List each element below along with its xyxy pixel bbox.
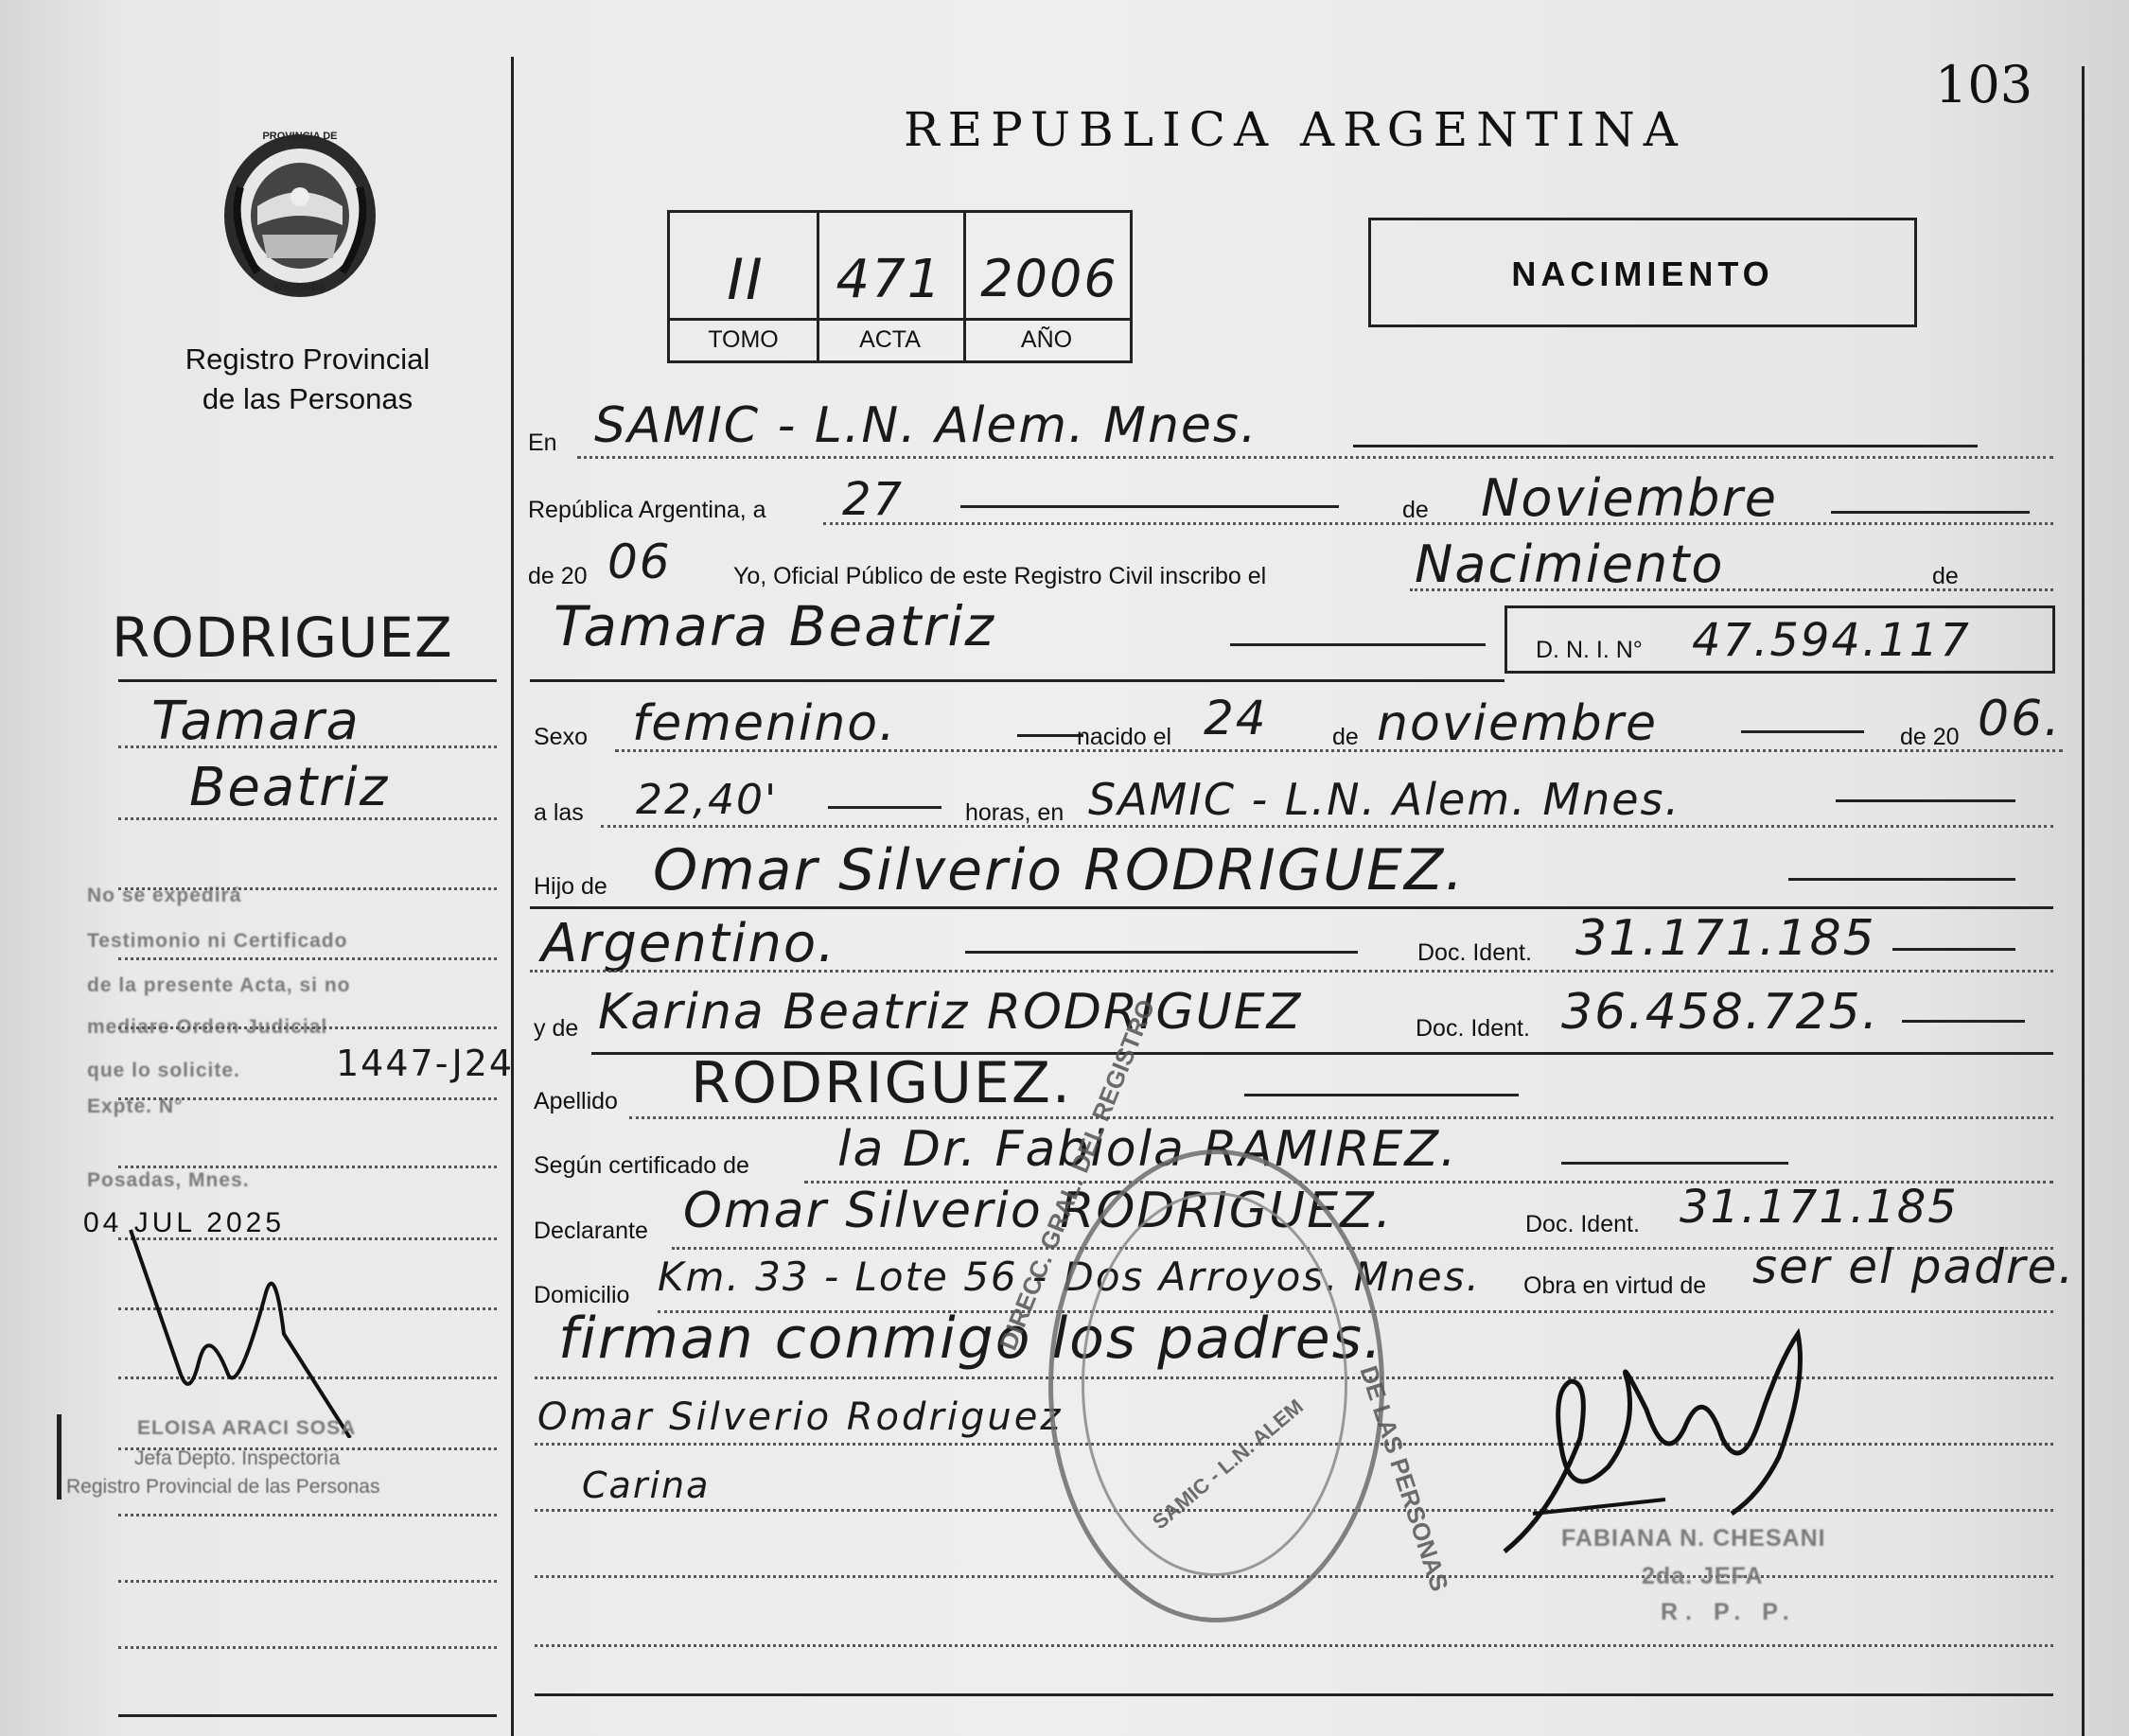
officer-org: R. P. P. [1661,1599,1797,1625]
republica-label: República Argentina, a [528,497,766,523]
margin-note-ref: 1447-J24 [336,1043,515,1084]
form-line [535,1693,2053,1696]
margin-rule [118,1514,497,1517]
margin-name1: Tamara [151,691,361,752]
act-type: NACIMIENTO [1511,254,1774,293]
tomo-label: TOMO [708,326,779,353]
form-line [1741,730,1864,733]
margin-rule [118,817,497,820]
father-signature: Omar Silverio Rodriguez [537,1395,1064,1439]
seal-text-bottom: SAMIC - L.N. ALEM [1147,1394,1308,1534]
form-line [615,749,2063,752]
form-line [1831,511,2030,514]
anio-label: AÑO [1020,326,1073,353]
registry-name-line1: Registro Provincial [185,342,431,376]
apellido-label: Apellido [534,1088,618,1114]
de20-label: de 20 [528,563,588,589]
birth-month: noviembre [1377,695,1659,752]
margin-name2: Beatriz [189,757,390,818]
de-label: de [1402,497,1429,523]
form-line [530,906,2053,909]
margin-official-name: ELOISA ARACI SOSA [137,1417,357,1439]
margin-rule [118,1097,497,1100]
mother-signature: Carina [582,1464,711,1506]
tomo-value: II [727,247,765,313]
margin-rule [118,957,497,960]
margin-rule [118,745,497,748]
officer-name: FABIANA N. CHESANI [1561,1525,1826,1552]
segun-label: Según certificado de [534,1152,749,1179]
yo-label: Yo, Oficial Público de este Registro Civil inscribo el [733,563,1267,589]
official-seal-icon [1048,1149,1384,1622]
form-line [530,679,1504,682]
month-value: Noviembre [1481,468,1778,528]
form-line [1902,1020,2025,1023]
mother-name: Karina Beatriz RODRIGUEZ [598,984,1303,1041]
en-label: En [528,430,557,456]
form-line [965,951,1358,954]
margin-rule [118,1646,497,1649]
margin-place-stamp: Posadas, Mnes. [87,1169,250,1191]
a-las-label: a las [534,799,584,826]
left-column-divider [511,57,514,1736]
seal-text-right: DE LAS PERSONAS [1354,1362,1454,1595]
form-line [1230,643,1486,646]
margin-note-line3: de la presente Acta, si no [87,974,351,996]
form-line [601,825,2053,828]
margin-signature-icon [123,1220,369,1438]
form-line [629,1116,2053,1119]
en-value: SAMIC - L.N. Alem. Mnes. [594,397,1258,454]
form-line [1244,1094,1519,1096]
country-title: REPUBLICA ARGENTINA [904,102,1686,157]
form-line [530,970,2053,973]
officer-title: 2da. JEFA [1642,1563,1764,1589]
margin-rule [118,1714,497,1717]
right-border [2082,66,2085,1736]
margin-rule [118,1166,497,1168]
form-line [960,505,1339,508]
birth-place: SAMIC - L.N. Alem. Mnes. [1088,774,1681,825]
margin-rule [118,887,497,890]
birth-year: 06. [1978,691,2062,747]
form-line [535,1644,2053,1647]
obra-value: ser el padre. [1752,1239,2076,1294]
registry-name-line2: de las Personas [202,382,413,415]
dni-label: D. N. I. N° [1536,637,1643,663]
form-line [823,522,2053,525]
mother-doc: 36.458.725. [1561,984,1880,1041]
declarante-doc: 31.171.185 [1680,1181,1959,1234]
page-number: 103 [1935,55,2033,114]
yde-label: y de [534,1015,579,1042]
form-line [577,456,2053,459]
year-value: 06 [607,535,672,589]
segun-value: la Dr. Fabiola RAMIREZ. [837,1121,1458,1178]
dni-value: 47.594.117 [1692,614,1971,667]
father-name: Omar Silverio RODRIGUEZ. [653,837,1466,903]
form-line [828,806,941,809]
margin-rule [118,679,497,682]
form-line [1836,799,2015,802]
declarante-label: Declarante [534,1218,648,1244]
margin-rule [118,1026,497,1029]
margin-note-line1: No se expedirá [87,885,242,906]
de-label-3: de [1332,724,1359,750]
act-type-box [1368,218,1917,327]
margin-note-line2: Testimonio ni Certificado [87,930,348,952]
margin-note-sub: Expte. N° [87,1096,184,1117]
doc-label-mother: Doc. Ident. [1416,1015,1530,1042]
domicilio-value: Km. 33 - Lote 56 - Dos Arroyos. Mnes. [658,1254,1481,1300]
acta-label: ACTA [859,326,921,353]
de-label-2: de [1932,563,1959,589]
name-value: Tamara Beatriz [554,594,995,658]
nacido-label: nacido el [1077,724,1172,750]
doc-label-father: Doc. Ident. [1417,939,1532,966]
margin-rule [118,1580,497,1583]
father-doc: 31.171.185 [1575,910,1876,967]
de20-label-2: de 20 [1900,724,1960,750]
obra-label: Obra en virtud de [1523,1272,1707,1299]
declarante-value: Omar Silverio RODRIGUEZ. [683,1183,1394,1239]
seal-text-left: DIRECC. GRAL. DEL REGISTRO [994,995,1161,1355]
dni-box [1504,605,2055,674]
day-value: 27 [842,473,905,526]
margin-date: 04 JUL 2025 [83,1207,286,1238]
provincial-seal-icon [220,131,380,301]
form-line [1892,948,2015,951]
form-line [1410,588,2053,591]
anio-value: 2006 [980,249,1118,308]
apellido-value: RODRIGUEZ. [691,1050,1072,1116]
inscribo-value: Nacimiento [1415,535,1725,594]
form-line [1017,734,1083,737]
margin-note-line4: mediare Orden Judicial [87,1016,328,1038]
father-nationality: Argentino. [541,913,836,974]
registration-box [667,210,1133,363]
form-line [1561,1162,1788,1165]
hijo-label: Hijo de [534,873,607,900]
birth-day: 24 [1204,691,1268,745]
horas-label: horas, en [965,799,1064,826]
margin-official-office: Registro Provincial de las Personas [66,1476,380,1498]
doc-label-declarante: Doc. Ident. [1525,1211,1640,1237]
margin-note-line5: que lo solicite. [87,1060,240,1081]
acta-value: 471 [836,249,943,310]
form-line [1788,878,2015,881]
form-line [1353,445,1978,447]
margin-official-title: Jefa Depto. Inspectoría [134,1447,341,1469]
hour-value: 22,40' [636,776,779,824]
margin-surname: RODRIGUEZ [112,605,453,670]
seal-bottom-text: MISIONES [274,282,326,293]
firman-value: firman conmigo los padres. [558,1306,1384,1372]
sexo-label: Sexo [534,724,588,750]
domicilio-label: Domicilio [534,1282,630,1308]
sexo-value: femenino. [632,695,897,752]
seal-top-text: PROVINCIA DE [262,131,338,142]
